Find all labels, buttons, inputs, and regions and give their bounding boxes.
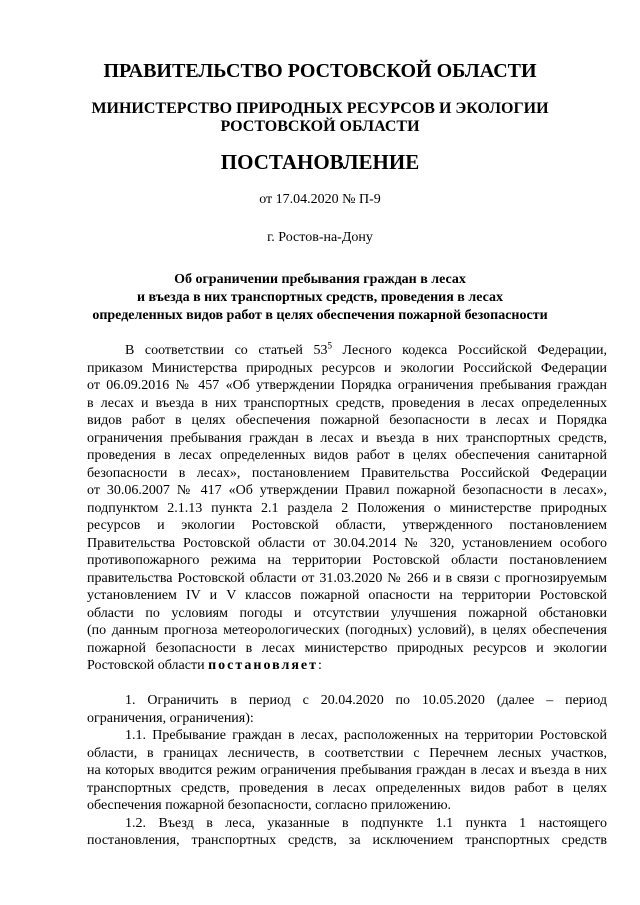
preamble-line: ограничения пребывания граждан в лесах и въезда в них транспортных средств, (87, 430, 607, 446)
clause-1-line: 1. Ограничить в период с 20.04.2020 по 10.05.2020 (далее – период (125, 693, 607, 708)
preamble-line: Ростовской области постановляет: (87, 658, 322, 673)
preamble-line: области по условиям погоды и отсутствии улучшения пожарной обстановки (87, 605, 607, 621)
clause-1-2-line: 1.2. Въезд в леса, указанные в подпункте 1.1 пункта 1 настоящего (125, 815, 607, 831)
clause-1-1-line: обеспечения пожарной безопасности, согласно приложению. (87, 798, 452, 813)
title-line2: и въезда в них транспортных средств, проведения в лесах (136, 290, 503, 305)
ministry-heading-line1: МИНИСТЕРСТВО ПРИРОДНЫХ РЕСУРСОВ И ЭКОЛОГИИ (91, 100, 549, 117)
preamble-line: безопасности в лесах», постановлением Правительства Российской Федерации (87, 465, 607, 481)
ministry-heading-line2: РОСТОВСКОЙ ОБЛАСТИ (220, 118, 420, 135)
preamble-line: в лесах и въезда в них транспортных средств, проведения в лесах определенных (87, 395, 607, 411)
preamble-line: видов работ в целях обеспечения пожарной безопасности в лесах и Порядка (87, 413, 607, 428)
government-heading: ПРАВИТЕЛЬСТВО РОСТОВСКОЙ ОБЛАСТИ (103, 60, 537, 82)
preamble-line: Правительства Ростовской области от 30.04.2014 № 320, установлением особого (87, 535, 607, 551)
document-type-heading: ПОСТАНОВЛЕНИЕ (220, 150, 420, 174)
preamble-line: от 30.06.2007 № 417 «Об утверждении Правил пожарной безопасности в лесах», (87, 483, 607, 498)
preamble-line: от 06.09.2016 № 457 «Об утверждении Порядка ограничения пребывания граждан (87, 378, 607, 393)
preamble-line: В соответствии со статьей $53^5$ Лесного кодекса Российской Федерации, (125, 340, 607, 358)
city-line: г. Ростов-на-Дону (267, 230, 373, 245)
resolves-word: постановляет (208, 658, 319, 673)
preamble-line: пожарной безопасности в лесах министерство природных ресурсов и экологии (87, 640, 607, 656)
preamble-line: установлением IV и V классов пожарной опасности на территории Ростовской (87, 588, 607, 603)
date-number: от 17.04.2020 № П-9 (259, 192, 381, 207)
preamble-line: (по данным прогноза метеорологических (погодных) условий), в целях обеспечения (87, 623, 607, 638)
clause-1-line: ограничения, ограничения): (87, 710, 254, 726)
preamble-line: ресурсов и экологии Ростовской области, утвержденного постановлением (87, 518, 607, 533)
clause-1-2-line: постановления, транспортных средств, за исключением транспортных средств (87, 833, 607, 848)
document-body (87, 342, 607, 850)
preamble-line: проведения в лесах определенных видов работ в целях обеспечения санитарной (87, 448, 607, 463)
preamble-line: подпунктом 2.1.13 пункта 2.1 раздела 2 Положения о министерстве природных (87, 500, 607, 516)
clause-1-1-line: транспортных средств, проведения в лесах определенных видов работ в целях (87, 780, 607, 796)
title-line1: Об ограничении пребывания граждан в лесах (174, 272, 466, 287)
clause-1-1-line: области, в границах лесничеств, в соответствии с Перечнем лесных участков, (87, 745, 607, 761)
preamble-line: приказом Министерства природных ресурсов и экологии Российской Федерации (87, 360, 607, 376)
clause-1-1-line: 1.1. Пребывание граждан в лесах, расположенных на территории Ростовской (125, 728, 607, 743)
title-line3: определенных видов работ в целях обеспечения пожарной безопасности (92, 308, 548, 323)
article-superscript: 5 (327, 340, 332, 351)
preamble-line: противопожарного режима на территории Ростовской области постановлением (87, 553, 607, 568)
preamble-line: правительства Ростовской области от 31.03.2020 № 266 и в связи с прогнозируемым (87, 570, 607, 586)
clause-1-1-line: на которых вводится режим ограничения пребывания граждан в лесах и въезда в них (87, 763, 607, 778)
